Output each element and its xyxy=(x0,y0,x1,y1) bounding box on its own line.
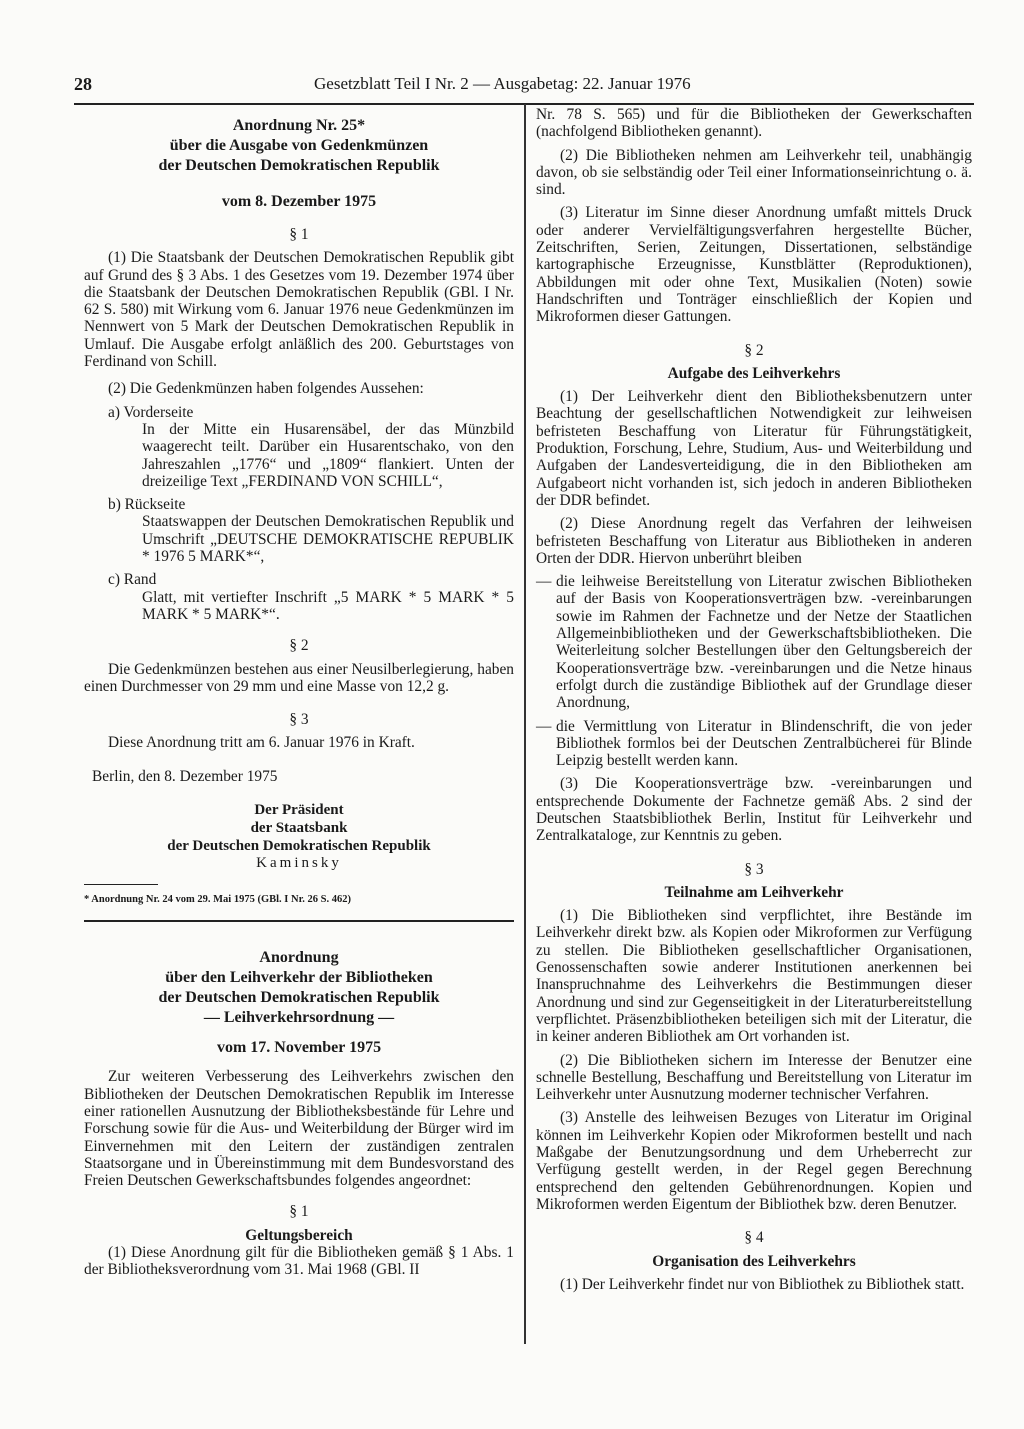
section-heading: § 1 xyxy=(289,226,309,243)
list-item-text: die Vermittlung von Literatur in Blindenschrift, die von jeder Bibliothek formlos bei der Deutschen Zentralbücherei für Blinde Leipzig bestellt werden kann. xyxy=(556,717,972,770)
section-heading: § 2 xyxy=(289,637,309,655)
list-item-label: a) Vorderseite xyxy=(108,403,194,421)
list-item xyxy=(536,573,972,711)
signatory-title-line3: der Deutschen Demokratischen Republik xyxy=(167,838,431,855)
paragraph: Die Gedenkmünzen bestehen aus einer Neusilberlegierung, haben einen Durchmesser von 29 mm und eine Masse von 12,2 g. xyxy=(84,660,514,695)
section-heading: § 2 xyxy=(744,341,764,359)
paragraph: (2) Die Gedenkmünzen haben folgendes Aussehen: xyxy=(108,380,424,398)
section-heading: § 3 xyxy=(744,860,764,878)
paragraph: (1) Diese Anordnung gilt für die Bibliotheken gemäß § 1 Abs. 1 der Bibliotheksverordnung vom 31. Mai 1968 (GBl. II xyxy=(84,1243,514,1279)
list-item-text: Staatswappen der Deutschen Demokratischen Republik und Umschrift „DEUTSCHE DEMOKRATISCHE REPUBLIK * 1976 5 MARK*“, xyxy=(142,513,514,566)
article-separator xyxy=(84,920,514,922)
paragraph: (2) Die Bibliotheken sichern im Interesse der Benutzer eine schnelle Bestellung, Beschaffung und Bereitstellung von Literatur im Leihverkehr unter Ausnutzung moderner technischer Verfahren. xyxy=(536,1051,972,1104)
footnote: * Anordnung Nr. 24 vom 29. Mai 1975 (GBl. I Nr. 26 S. 462) xyxy=(84,894,352,906)
ordinance2-title-line3: der Deutschen Demokratischen Republik xyxy=(158,989,440,1007)
list-item-text: Glatt, mit vertiefter Inschrift „5 MARK * 5 MARK * 5 MARK * 5 MARK*“. xyxy=(142,588,514,623)
paragraph: (3) Anstelle des leihweisen Bezuges von Literatur im Original können im Leihverkehr Kopien oder Mikroformen bestellt und nach Maßgabe der Benutzungsordnung und dem Urheberrecht zur Verfügung gestellt werden, in der Regel gegen Berechnung entsprechend den geltenden Gebührenordnungen. Kopien und Mikroformen werden Eigentum der Bibliothek bzw. deren Benutzer. xyxy=(536,1109,972,1213)
dash-bullet: — xyxy=(536,573,552,591)
place-and-date: Berlin, den 8. Dezember 1975 xyxy=(92,767,278,785)
signatory-name: Kaminsky xyxy=(256,855,342,872)
list-item-text: In der Mitte ein Husarensäbel, der das Münzbild waagerecht teilt. Darüber ein Husarentschako, von den Jahreszahlen „1776“ und „1809“ flankiert. Unten der dreizeilige Text „FERDINAND VON SCHILL“, xyxy=(142,420,514,490)
ordinance2-title-line2: über den Leihverkehr der Bibliotheken xyxy=(165,969,433,987)
section-heading: § 1 xyxy=(289,1203,309,1221)
list-item-text: die leihweise Bereitstellung von Literatur zwischen Bibliotheken auf der Basis von Kooperationsverträgen bzw. -vereinbarungen sowie im Rahmen der Fachnetze und der Netze der Staatlichen Allgemeinbibliotheken und der Gewerkschaftsbibliotheken. Die Weiterleitung solcher Bestellungen über den Geltungsbereich der Kooperationsverträge bzw. -vereinbarungen und die Netze hinaus erfolgt durch die zuständige Bibliothek auf der Grundlage dieser Anordnung, xyxy=(556,573,972,712)
dash-bullet: — xyxy=(536,717,552,735)
column-divider xyxy=(524,104,526,1344)
ordinance2-title-line4: — Leihverkehrsordnung — xyxy=(203,1009,395,1027)
right-column xyxy=(536,106,972,1293)
paragraph: (3) Literatur im Sinne dieser Anordnung umfaßt mittels Druck oder anderer Vervielfältigungsverfahren hergestellte Bücher, Zeitschriften, Serien, Zeitungen, Dissertationen, selbständige kartographische Erzeugnisse, Kunstblätter (Reproduktionen), Abbildungen mit oder ohne Text, Musikalien (Noten) sowie Handschriften und Tonträger einschließlich der Kopien und Mikroformen dieser Gattungen. xyxy=(536,204,972,326)
ordinance1-title-line1: Anordnung Nr. 25* xyxy=(232,117,366,134)
paragraph: (2) Diese Anordnung regelt das Verfahren der leihweisen befristeten Beschaffung von Literatur aus Bibliotheken in anderen Orten der DDR. Hiervon unberührt bleiben xyxy=(536,515,972,567)
ordinance2-date: vom 17. November 1975 xyxy=(216,1039,382,1057)
ordinance1-title-line2: über die Ausgabe von Gedenkmünzen xyxy=(169,137,429,154)
paragraph: (3) Die Kooperationsverträge bzw. -vereinbarungen und entsprechende Dokumente der Fachnetze gemäß Abs. 2 sind der Deutschen Staatsbibliothek Berlin, Institut für Leihverkehr und Zentralkataloge, zur Kenntnis zu geben. xyxy=(536,775,972,845)
page-number: 28 xyxy=(74,74,92,94)
section-heading: § 4 xyxy=(744,1229,764,1247)
paragraph: (2) Die Bibliotheken nehmen am Leihverkehr teil, unabhängig davon, ob sie selbständig oder Teil einer Informationseinrichtung o. ä. sind. xyxy=(536,146,972,199)
section-title: Teilnahme am Leihverkehr xyxy=(664,883,844,901)
footnote-rule xyxy=(84,884,158,885)
list-item-label: c) Rand xyxy=(108,571,157,589)
paragraph: (1) Der Leihverkehr findet nur von Bibliothek zu Bibliothek statt. xyxy=(560,1275,965,1293)
paragraph-continued: Nr. 78 S. 565) und für die Bibliotheken der Gewerkschaften (nachfolgend Bibliotheken genannt). xyxy=(536,106,972,141)
signatory-title-line1: Der Präsident xyxy=(254,802,344,819)
paragraph: (1) Der Leihverkehr dient den Bibliotheksbenutzern unter Beachtung der gesellschaftlichen Notwendigkeit zur leihweisen befristeten Beschaffung von Literatur für Führungstätigkeit, Produktion, Forschung, Lehre, Studium, Aus- und Weiterbildung und Aufgaben der Landesverteidigung, die in den Bibliotheken am Aufgabeort nicht vorhanden ist, sich jedoch in anderen Bibliotheken der DDR befindet. xyxy=(536,388,972,509)
ordinance1-title-line3: der Deutschen Demokratischen Republik xyxy=(158,157,440,174)
section-title: Aufgabe des Leihverkehrs xyxy=(667,364,841,382)
list-item-label: b) Rückseite xyxy=(108,496,186,514)
section-title: Geltungsbereich xyxy=(245,1226,353,1244)
section-heading: § 3 xyxy=(289,711,309,729)
paragraph: (1) Die Staatsbank der Deutschen Demokratischen Republik gibt auf Grund des § 3 Abs. 1 des Gesetzes vom 19. Dezember 1974 über die Staatsbank der Deutschen Demokratischen Republik (GBl. I Nr. 62 S. 580) mit Wirkung vom 6. Januar 1976 neue Gedenkmünzen im Nennwert von 5 Mark der Deutschen Demokratischen Republik in Umlauf. Die Ausgabe erfolgt anläßlich des 200. Geburtstages von Ferdinand von Schill. xyxy=(84,249,514,371)
paragraph: (1) Die Bibliotheken sind verpflichtet, ihre Bestände im Leihverkehr direkt bzw. als Kopien oder Mikroformen zur Verfügung zu stellen. Die Bibliotheken gesellschaftlicher Organisationen, Genossenschaften sowie anderer Institutionen anerkennen bei Inanspruchnahme des Leihverkehrs die Bestimmungen dieser Anordnung und sind zur Gegenseitigkeit in der Literaturbereitstellung verpflichtet. Präsenzbibliotheken beteiligen sich mit der Literatur, die in keiner anderen Bibliothek am Ort vorhanden ist. xyxy=(536,907,972,1046)
section-title: Organisation des Leihverkehrs xyxy=(652,1252,856,1270)
ordinance2-title-line1: Anordnung xyxy=(259,949,339,967)
preamble: Zur weiteren Verbesserung des Leihverkehrs zwischen den Bibliotheken der Deutschen Demokratischen Republik im Interesse einer rationellen Ausnutzung der Bibliotheksbestände für Lehre und Forschung sowie für die Aus- und Weiterbildung der Bürger wird im Einvernehmen mit den Leitern der zuständigen zentralen Staatsorgane und in Übereinstimmung mit dem Bundesvorstand des Freien Deutschen Gewerkschaftsbundes folgendes angeordnet: xyxy=(84,1068,514,1190)
signatory-title-line2: der Staatsbank xyxy=(250,820,348,837)
ordinance1-date: vom 8. Dezember 1975 xyxy=(221,193,377,210)
running-title: Gesetzblatt Teil I Nr. 2 — Ausgabetag: 22. Januar 1976 xyxy=(314,74,691,93)
list-item xyxy=(536,718,972,770)
left-column xyxy=(84,106,514,1279)
page-header xyxy=(74,74,774,100)
paragraph: Diese Anordnung tritt am 6. Januar 1976 in Kraft. xyxy=(108,734,415,752)
